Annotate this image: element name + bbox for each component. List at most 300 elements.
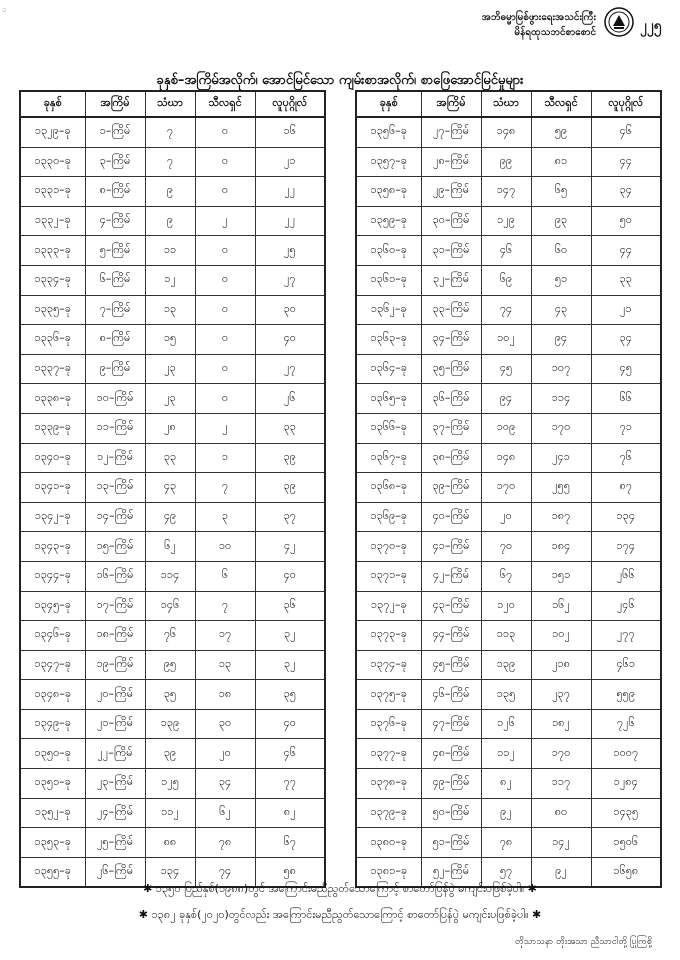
table-cell: ၁၃၃၃–ခု (20, 236, 85, 266)
table-cell: ၀ (195, 177, 255, 207)
table-body (20, 117, 325, 887)
table-cell: ၁၃၇၇–ခု (356, 739, 421, 769)
table-row (356, 561, 661, 591)
table-cell: ၁၉–ကြိမ် (85, 650, 145, 680)
table-cell: ၃၈–ကြိမ် (421, 443, 481, 473)
table-row (356, 295, 661, 325)
table-cell: ၁၄၇ (481, 177, 531, 207)
table-cell: ၁၃၇၃–ခု (356, 621, 421, 651)
table-cell: ၄၅ (591, 354, 661, 384)
table-cell: ၂၆ (255, 384, 325, 414)
table-cell: ၁ (195, 443, 255, 473)
table-cell: ၂၀–ကြိမ် (85, 680, 145, 710)
table-row (356, 325, 661, 355)
table-cell: ၁၃၂၉–ခု (20, 117, 85, 147)
table-cell: ၁၃ (195, 650, 255, 680)
column-header: သံဃာ (481, 91, 531, 117)
table-cell: ၂၇၇ (591, 621, 661, 651)
table-cell: ၃၆ (255, 591, 325, 621)
table-cell: ၂၄၆ (591, 591, 661, 621)
table-cell: ၆၉ (481, 265, 531, 295)
table-body (356, 117, 661, 887)
table-cell: ၇–ကြိမ် (85, 295, 145, 325)
table-row (20, 591, 325, 621)
table-cell: ၁၀၂ (481, 325, 531, 355)
table-cell: ၁၃၅၂–ခု (20, 798, 85, 828)
table-cell: ၁၈၄ (531, 532, 591, 562)
table-cell: ၁၄၆ (145, 591, 195, 621)
table-cell: ၁၁၃ (481, 621, 531, 651)
table-row (20, 502, 325, 532)
table-cell: ၁၅၀၆ (591, 828, 661, 858)
table-cell: ၁၃၇၉–ခု (356, 798, 421, 828)
table-cell: ၁၃၅၆–ခု (356, 117, 421, 147)
table-cell: ၁၃၄၈–ခု (20, 680, 85, 710)
table-cell: ၃၄ (591, 325, 661, 355)
table-cell: ၃၉–ကြိမ် (421, 473, 481, 503)
margin-mark: ၁ (2, 5, 7, 14)
table-cell: ၆၂ (195, 798, 255, 828)
table-row (356, 147, 661, 177)
table-cell: ၀ (195, 236, 255, 266)
table-row (356, 680, 661, 710)
table-cell: ၃၄–ကြိမ် (421, 325, 481, 355)
page-header (0, 0, 680, 60)
table-cell: ၂၇ (255, 265, 325, 295)
table-cell: ၁၃၅ (481, 680, 531, 710)
table-row (20, 325, 325, 355)
table-row (20, 177, 325, 207)
table-cell: ၁၇၀ (531, 739, 591, 769)
table-cell: ၁၃၈၁–ခု (356, 857, 421, 887)
column-header: လူပုဂ္ဂိုလ် (591, 91, 661, 117)
table-cell: ၄၄ (591, 147, 661, 177)
table-row (20, 117, 325, 147)
table-cell: ၁၄၈ (481, 117, 531, 147)
table-row (20, 621, 325, 651)
table-cell: ၁၈ (195, 680, 255, 710)
table-row (356, 621, 661, 651)
table-cell: ၂၆၆ (591, 561, 661, 591)
table-cell: ၇၈ (195, 828, 255, 858)
table-cell: ၃၁–ကြိမ် (421, 236, 481, 266)
table-cell: ၁၃၆၄–ခု (356, 354, 421, 384)
results-table-left (19, 90, 326, 888)
table-cell: ၁၂ (145, 265, 195, 295)
table-row (356, 502, 661, 532)
table-cell: ၃၅ (145, 680, 195, 710)
table-cell: ၁၃၈၀–ခု (356, 828, 421, 858)
table-cell: ၁၀၀၇ (591, 739, 661, 769)
table-cell: ၇၆ (145, 621, 195, 651)
table-cell: ၇၇ (255, 769, 325, 799)
table-cell: ၃၆–ကြိမ် (421, 384, 481, 414)
column-header: ခုနှစ် (356, 91, 421, 117)
table-row (20, 147, 325, 177)
table-cell: ၃၉ (255, 443, 325, 473)
table-cell: ၁–ကြိမ် (85, 117, 145, 147)
table-cell: ၄၆ (481, 236, 531, 266)
table-cell: ၃၅ (255, 680, 325, 710)
table-cell: ၁၀–ကြိမ် (85, 384, 145, 414)
table-cell: ၄၁–ကြိမ် (421, 532, 481, 562)
column-header: သီလရှင် (195, 91, 255, 117)
table-cell: ၄၄ (591, 236, 661, 266)
table-cell: ၆၀ (531, 236, 591, 266)
table-cell: ၁၃၉ (145, 709, 195, 739)
table-cell: ၄၉–ကြိမ် (421, 769, 481, 799)
table-row (356, 739, 661, 769)
table-row (20, 206, 325, 236)
table-row (356, 354, 661, 384)
association-logo-icon (604, 7, 634, 37)
table-cell: ၃–ကြိမ် (85, 147, 145, 177)
masthead-line-1: အဘိဓမ္မာမြစ်ဖွားရေးအသင်းကြီး (481, 12, 596, 23)
table-cell: ၉ (145, 206, 195, 236)
table-cell: ၂၈–ကြိမ် (421, 147, 481, 177)
table-cell: ၁၃၄၅–ခု (20, 591, 85, 621)
table-cell: ၁၃၃၂–ခု (20, 206, 85, 236)
table-cell: ၀ (195, 354, 255, 384)
table-cell: ၂၁ (255, 147, 325, 177)
table-cell: ၁၅–ကြိမ် (85, 532, 145, 562)
table-cell: ၁၃၃၆–ခု (20, 325, 85, 355)
table-cell: ၁၂၆ (481, 709, 531, 739)
table-cell: ၁၃၃၀–ခု (20, 147, 85, 177)
table-row (20, 650, 325, 680)
table-cell: ၁၃၇၅–ခု (356, 680, 421, 710)
table-cell: ၂၅–ကြိမ် (85, 828, 145, 858)
table-cell: ၄၃–ကြိမ် (421, 591, 481, 621)
table-cell: ၁၃၆၈–ခု (356, 473, 421, 503)
column-header: ခုနှစ် (20, 91, 85, 117)
table-row (20, 265, 325, 295)
table-cell: ၁၃၄ (145, 857, 195, 887)
table-cell: ၄၇–ကြိမ် (421, 709, 481, 739)
table-cell: ၁၁–ကြိမ် (85, 413, 145, 443)
table-cell: ၆–ကြိမ် (85, 265, 145, 295)
table-cell: ၈၇ (591, 473, 661, 503)
table-row (356, 384, 661, 414)
table-cell: ၂၃ (145, 384, 195, 414)
table-cell: ၉၄ (481, 384, 531, 414)
table-cell: ၅–ကြိမ် (85, 236, 145, 266)
table-header-row (356, 91, 661, 117)
table-cell: ၁၃ (145, 295, 195, 325)
table-cell: ၄၃ (145, 473, 195, 503)
table-cell: ၂၇ (255, 354, 325, 384)
table-cell: ၃၂–ကြိမ် (421, 265, 481, 295)
table-cell: ၅၀ (591, 206, 661, 236)
table-cell: ၁၂၀ (481, 591, 531, 621)
table-cell: ၄၆ (255, 739, 325, 769)
table-cell: ၁၅ (145, 325, 195, 355)
table-cell: ၃၄ (591, 177, 661, 207)
table-cell: ၂၅၅ (531, 473, 591, 503)
table-cell: ၁၁၂ (145, 798, 195, 828)
table-cell: ၄၅ (481, 354, 531, 384)
table-cell: ၁၃၇၆–ခု (356, 709, 421, 739)
table-cell: ၁၃၇၁–ခု (356, 561, 421, 591)
table-cell: ၁၃၃၁–ခု (20, 177, 85, 207)
table-cell: ၀ (195, 384, 255, 414)
results-table-right (355, 90, 662, 888)
table-cell: ၃၂ (255, 650, 325, 680)
table-cell: ၁၀၇ (531, 354, 591, 384)
table-cell: ၁၃၆၂–ခု (356, 295, 421, 325)
table-cell: ၅၂–ကြိမ် (421, 857, 481, 887)
table-cell: ၈၁ (531, 147, 591, 177)
table-cell: ၆၇ (255, 828, 325, 858)
table-row (20, 769, 325, 799)
table-cell: ၅၁ (531, 265, 591, 295)
table-cell: ၂၄၁ (531, 443, 591, 473)
table-cell: ၁၃၉ (481, 650, 531, 680)
table-cell: ၁၁၇ (531, 769, 591, 799)
table-row (356, 798, 661, 828)
table-cell: ၁၃၄ (591, 502, 661, 532)
table-cell: ၃၂ (255, 621, 325, 651)
table-cell: ၅၁–ကြိမ် (421, 828, 481, 858)
table-cell: ၆၆ (591, 384, 661, 414)
table-cell: ၂၀ (481, 502, 531, 532)
table-cell: ၁၃၃၉–ခု (20, 413, 85, 443)
table-cell: ၈၂ (255, 798, 325, 828)
table-cell: ၃၄ (195, 769, 255, 799)
table-cell: ၄၀–ကြိမ် (421, 502, 481, 532)
table-cell: ၁၀၂ (531, 621, 591, 651)
table-cell: ၁၃၅၃–ခု (20, 828, 85, 858)
table-row (20, 443, 325, 473)
table-row (20, 532, 325, 562)
table-row (356, 591, 661, 621)
table-cell: ၀ (195, 117, 255, 147)
table-cell: ၃ (195, 502, 255, 532)
table-cell: ၇၀ (481, 532, 531, 562)
table-cell: ၂၃၇ (531, 680, 591, 710)
table-cell: ၁၂၅ (145, 769, 195, 799)
table-cell: ၁၄–ကြိမ် (85, 502, 145, 532)
table-cell: ၅၉ (531, 117, 591, 147)
table-cell: ၁၂၈၄ (591, 769, 661, 799)
table-row (356, 473, 661, 503)
table-cell: ၁၇ (195, 621, 255, 651)
table-cell: ၃၀–ကြိမ် (421, 206, 481, 236)
table-cell: ၁၃၄၂–ခု (20, 502, 85, 532)
table-cell: ၂၁–ကြိမ် (85, 709, 145, 739)
table-cell: ၁၃၄၄–ခု (20, 561, 85, 591)
column-header: အကြိမ် (85, 91, 145, 117)
table-cell: ၂၀ (195, 739, 255, 769)
table-row (20, 384, 325, 414)
table-cell: ၁၇၄ (591, 532, 661, 562)
table-row (356, 117, 661, 147)
table-cell: ၂၅ (255, 236, 325, 266)
table-cell: ၁၈၂ (531, 709, 591, 739)
table-cell: ၉၅ (145, 650, 195, 680)
table-cell: ၂၃ (145, 354, 195, 384)
table-cell: ၁၇၀ (531, 413, 591, 443)
table-row (20, 828, 325, 858)
table-cell: ၁၃၆၁–ခု (356, 265, 421, 295)
table-cell: ၁၇၀ (481, 473, 531, 503)
table-cell: ၃၃ (255, 413, 325, 443)
table-cell: ၁၃၅၈–ခု (356, 177, 421, 207)
table-cell: ၁၈–ကြိမ် (85, 621, 145, 651)
table-row (356, 236, 661, 266)
table-cell: ၁၃၆၇–ခု (356, 443, 421, 473)
table-cell: ၁၃၅၉–ခု (356, 206, 421, 236)
table-cell: ၁၀ (195, 532, 255, 562)
table-cell: ၁၃၃၈–ခု (20, 384, 85, 414)
table-cell: ၅၅၉ (591, 680, 661, 710)
table-row (356, 413, 661, 443)
table-cell: ၈–ကြိမ် (85, 325, 145, 355)
table-cell: ၀ (195, 325, 255, 355)
table-cell: ၁၃–ကြိမ် (85, 473, 145, 503)
table-cell: ၃၇–ကြိမ် (421, 413, 481, 443)
table-cell: ၁၆၅၈ (591, 857, 661, 887)
table-cell: ၈၂ (481, 769, 531, 799)
table-row (356, 265, 661, 295)
note-1: ✱ ၁၃၅၀ ပြည်နှစ်(၁၉၈၈)တွင် အကြောင်းမညီညွတ်သောကြောင့် စာတော်ပြန်ပွဲ မကျင်းပဖြစ်ခဲ့ပါ။ ✱ (143, 882, 537, 895)
table-cell: ၆၂ (145, 532, 195, 562)
note-2: ✱ ၁၃၈၂ ခုနှစ်(၂၀၂၀)တွင်လည်း အကြောင်းမညီညွတ်သောကြောင့် စာတော်ပြန်ပွဲ မကျင်းပဖြစ်ခဲ့ပါ။ ✱ (138, 908, 542, 921)
table-cell: ၈–ကြိမ် (85, 177, 145, 207)
table-cell: ၃၅–ကြိမ် (421, 354, 481, 384)
table-cell: ၁၆၂ (531, 591, 591, 621)
table-cell: ၀ (195, 147, 255, 177)
column-header: အကြိမ် (421, 91, 481, 117)
table-cell: ၂၆–ကြိမ် (85, 857, 145, 887)
table-row (356, 650, 661, 680)
table-cell: ၁၄၃၅ (591, 798, 661, 828)
table-cell: ၁၁၄ (145, 561, 195, 591)
table-cell: ၇၄ (195, 857, 255, 887)
table-cell: ၁၃၇၈–ခု (356, 769, 421, 799)
table-cell: ၂၈ (145, 413, 195, 443)
masthead-line-2: မိန်ရထုသဘင်စာစောင် (514, 27, 596, 38)
table-cell: ၇၁ (591, 413, 661, 443)
table-cell: ၁၂၉ (481, 206, 531, 236)
table-cell: ၁၃၄၇–ခု (20, 650, 85, 680)
table-cell: ၈၈ (145, 828, 195, 858)
table-cell: ၁၅၁ (531, 561, 591, 591)
table-cell: ၁၃၅၅–ခု (20, 857, 85, 887)
table-cell: ၂၇–ကြိမ် (421, 117, 481, 147)
table-cell: ၂၂ (255, 206, 325, 236)
table-row (20, 739, 325, 769)
table-cell: ၁၈၇ (531, 502, 591, 532)
table-header-row (20, 91, 325, 117)
table-cell: ၅၇ (481, 857, 531, 887)
table-cell: ၄၀ (255, 325, 325, 355)
table-row (356, 709, 661, 739)
table-cell: ၀ (195, 265, 255, 295)
table-row (20, 413, 325, 443)
table-cell: ၄၆–ကြိမ် (421, 680, 481, 710)
table-cell: ၃၀ (255, 295, 325, 325)
table-cell: ၇၆ (591, 443, 661, 473)
table-cell: ၄၀ (255, 709, 325, 739)
table-cell: ၄၈–ကြိမ် (421, 739, 481, 769)
table-cell: ၁၆–ကြိမ် (85, 561, 145, 591)
table-cell: ၂၁၈ (531, 650, 591, 680)
table-cell: ၁၃၃၇–ခု (20, 354, 85, 384)
table-row (356, 532, 661, 562)
table-cell: ၃၇ (255, 502, 325, 532)
page-number: ၂၂၅ (640, 18, 662, 34)
page-title: ခုနှစ်–အကြိမ်အလိုက်၊ အောင်မြင်သော ကျမ်းစာအလိုက်၊ စာဖြေအောင်မြင်မှုများ (156, 73, 524, 88)
table-row (356, 769, 661, 799)
table-cell: ၁၃၄၉–ခု (20, 709, 85, 739)
table-cell: ၉၄ (531, 325, 591, 355)
table-cell: ၃၃–ကြိမ် (421, 295, 481, 325)
table-cell: ၁၁၂ (481, 739, 531, 769)
table-cell: ၁၃၇၄–ခု (356, 650, 421, 680)
table-cell: ၄–ကြိမ် (85, 206, 145, 236)
table-cell: ၁၃၄၆–ခု (20, 621, 85, 651)
table-row (356, 443, 661, 473)
table-row (20, 798, 325, 828)
table-cell: ၁၃၅၁–ခု (20, 769, 85, 799)
table-cell: ၅၀–ကြိမ် (421, 798, 481, 828)
table-cell: ၇၂၆ (591, 709, 661, 739)
table-cell: ၃၃ (145, 443, 195, 473)
table-row (20, 236, 325, 266)
table-row (20, 473, 325, 503)
table-cell: ၁၃၅၀–ခု (20, 739, 85, 769)
table-cell: ၃၉ (255, 473, 325, 503)
table-cell: ၁၇–ကြိမ် (85, 591, 145, 621)
table-cell: ၉၂ (481, 798, 531, 828)
notes (0, 876, 680, 928)
table-cell: ၆၇ (481, 561, 531, 591)
table-cell: ၄၉ (145, 502, 195, 532)
table-cell: ၁၃၃၄–ခု (20, 265, 85, 295)
table-cell: ၅၈ (255, 857, 325, 887)
table-cell: ၁၁၄ (531, 384, 591, 414)
table-cell: ၁၃၄၀–ခု (20, 443, 85, 473)
table-cell: ၂၄–ကြိမ် (85, 798, 145, 828)
table-cell: ၁၄၂ (531, 828, 591, 858)
table-cell: ၇၈ (481, 828, 531, 858)
table-cell: ၂၂ (255, 177, 325, 207)
table-cell: ၁၃၃၅–ခု (20, 295, 85, 325)
table-cell: ၁၂–ကြိမ် (85, 443, 145, 473)
table-cell: ၂၃–ကြိမ် (85, 769, 145, 799)
table-cell: ၁၃၇၀–ခု (356, 532, 421, 562)
table-row (356, 828, 661, 858)
table-cell: ၇ (195, 473, 255, 503)
table-cell: ၂၉–ကြိမ် (421, 177, 481, 207)
table-cell: ၁၃၄၃–ခု (20, 532, 85, 562)
table-cell: ၁၁ (145, 236, 195, 266)
column-header: သံဃာ (145, 91, 195, 117)
table-row (20, 354, 325, 384)
table-row (356, 177, 661, 207)
column-header: လူပုဂ္ဂိုလ် (255, 91, 325, 117)
table-cell: ၁၃၆၀–ခု (356, 236, 421, 266)
table-cell: ၄၆ (591, 117, 661, 147)
column-header: သီလရှင် (531, 91, 591, 117)
table-cell: ၄၅–ကြိမ် (421, 650, 481, 680)
table-cell: ၃၃ (591, 265, 661, 295)
table-cell: ၂ (195, 206, 255, 236)
table-cell: ၁၆ (255, 117, 325, 147)
table-cell: ၂၁ (591, 295, 661, 325)
table-cell: ၂၂–ကြိမ် (85, 739, 145, 769)
